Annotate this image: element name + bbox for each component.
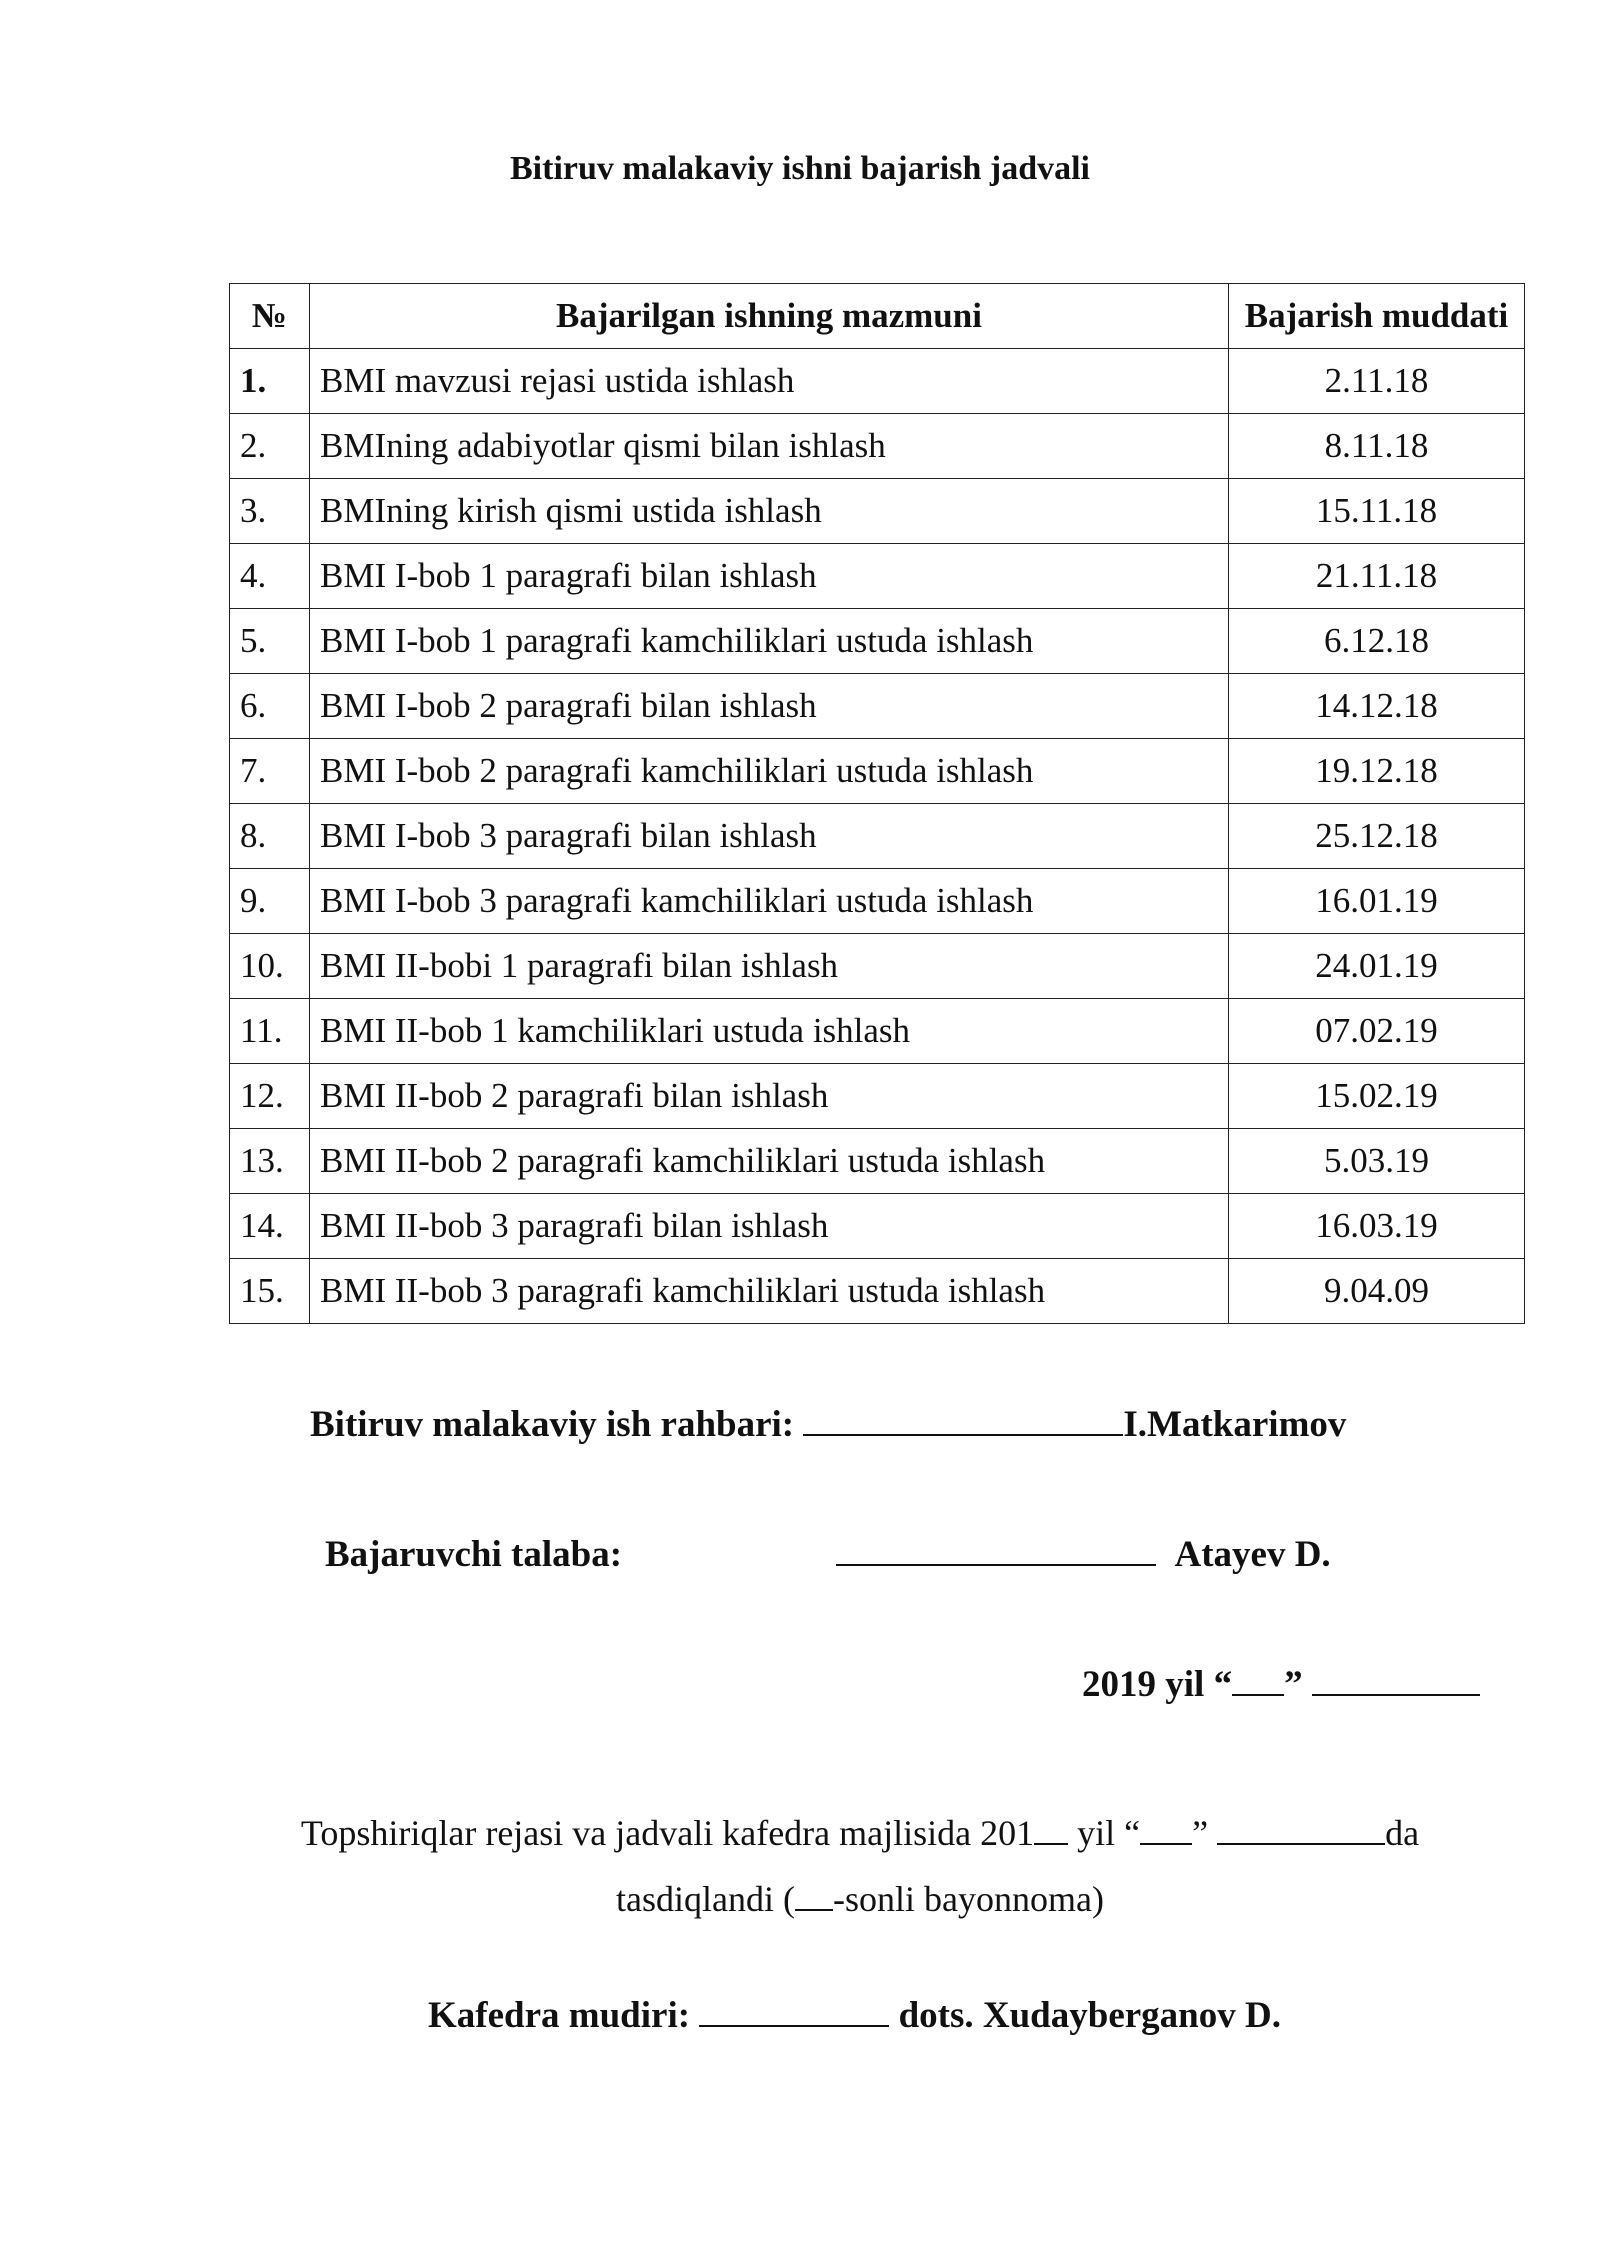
row-deadline: 21.11.18 (1229, 544, 1525, 609)
table-row (230, 934, 1525, 999)
row-number: 6. (230, 674, 310, 739)
row-task: BMIning adabiyotlar qismi bilan ishlash (310, 414, 1229, 479)
row-deadline: 8.11.18 (1229, 414, 1525, 479)
row-deadline: 14.12.18 (1229, 674, 1525, 739)
table-row (230, 609, 1525, 674)
head-label: Kafedra mudiri: (428, 1995, 691, 2036)
schedule-table (229, 283, 1525, 1324)
date-line (1082, 1663, 1480, 1706)
header-deadline: Bajarish muddati (1229, 284, 1525, 349)
row-deadline: 15.11.18 (1229, 479, 1525, 544)
row-number: 1. (230, 349, 310, 414)
row-deadline: 9.04.09 (1229, 1259, 1525, 1324)
table-row (230, 739, 1525, 804)
date-close-quote: ” (1284, 1664, 1303, 1705)
student-label: Bajaruvchi talaba: (325, 1534, 623, 1575)
row-number: 4. (230, 544, 310, 609)
page-title: Bitiruv malakaviy ishni bajarish jadvali (510, 150, 1090, 187)
supervisor-label: Bitiruv malakaviy ish rahbari: (310, 1404, 795, 1445)
row-deadline: 24.01.19 (1229, 934, 1525, 999)
approval-text-f: -sonli bayonnoma) (833, 1879, 1104, 1919)
year-blank (1034, 1813, 1068, 1845)
row-deadline: 15.02.19 (1229, 1064, 1525, 1129)
day-blank (1232, 1664, 1284, 1696)
row-number: 13. (230, 1129, 310, 1194)
row-task: BMI II-bob 2 paragrafi bilan ishlash (310, 1064, 1229, 1129)
row-deadline: 6.12.18 (1229, 609, 1525, 674)
row-deadline: 07.02.19 (1229, 999, 1525, 1064)
table-header-row (230, 284, 1525, 349)
row-number: 15. (230, 1259, 310, 1324)
row-number: 10. (230, 934, 310, 999)
row-number: 5. (230, 609, 310, 674)
approval-line-1 (0, 1800, 1600, 1866)
student-signature-blank (836, 1534, 1156, 1566)
row-number: 7. (230, 739, 310, 804)
row-number: 14. (230, 1194, 310, 1259)
row-deadline: 19.12.18 (1229, 739, 1525, 804)
row-deadline: 2.11.18 (1229, 349, 1525, 414)
row-number: 3. (230, 479, 310, 544)
row-task: BMI II-bob 3 paragrafi kamchiliklari ustuda ishlash (310, 1259, 1229, 1324)
table-row (230, 544, 1525, 609)
row-task: BMI I-bob 1 paragrafi kamchiliklari ustuda ishlash (310, 609, 1229, 674)
approval-text-d: da (1385, 1813, 1420, 1853)
head-name: dots. Xudayberganov D. (898, 1995, 1281, 2036)
head-signature-blank (699, 1995, 889, 2027)
approval-text (0, 1800, 1600, 1932)
row-task: BMI I-bob 3 paragrafi bilan ishlash (310, 804, 1229, 869)
approval-text-e: tasdiqlandi ( (616, 1879, 795, 1919)
table-row (230, 804, 1525, 869)
month-blank (1312, 1664, 1480, 1696)
row-task: BMI II-bob 3 paragrafi bilan ishlash (310, 1194, 1229, 1259)
table-row (230, 1129, 1525, 1194)
row-number: 8. (230, 804, 310, 869)
approval-day-blank (1140, 1813, 1192, 1845)
date-year: 2019 yil (1082, 1664, 1205, 1705)
table-row (230, 479, 1525, 544)
protocol-number-blank (795, 1879, 833, 1911)
approval-text-b: yil “ (1068, 1813, 1141, 1853)
table-row (230, 999, 1525, 1064)
row-number: 12. (230, 1064, 310, 1129)
row-task: BMI I-bob 1 paragrafi bilan ishlash (310, 544, 1229, 609)
row-deadline: 25.12.18 (1229, 804, 1525, 869)
supervisor-signature-blank (803, 1404, 1123, 1436)
row-number: 11. (230, 999, 310, 1064)
table-row (230, 1194, 1525, 1259)
row-deadline: 16.01.19 (1229, 869, 1525, 934)
table-row (230, 349, 1525, 414)
approval-text-a: Topshiriqlar rejasi va jadvali kafedra majlisida 201 (300, 1813, 1035, 1853)
row-task: BMI II-bobi 1 paragrafi bilan ishlash (310, 934, 1229, 999)
row-task: BMI I-bob 2 paragrafi bilan ishlash (310, 674, 1229, 739)
approval-line-2 (0, 1866, 1600, 1932)
supervisor-line (310, 1403, 1346, 1446)
header-number: № (230, 284, 310, 349)
row-task: BMI I-bob 2 paragrafi kamchiliklari ustuda ishlash (310, 739, 1229, 804)
table-row (230, 869, 1525, 934)
row-number: 2. (230, 414, 310, 479)
supervisor-name: I.Matkarimov (1123, 1404, 1347, 1445)
student-signature-line (836, 1533, 1331, 1576)
row-task: BMI I-bob 3 paragrafi kamchiliklari ustuda ishlash (310, 869, 1229, 934)
row-task: BMI II-bob 1 kamchiliklari ustuda ishlash (310, 999, 1229, 1064)
row-task: BMI mavzusi rejasi ustida ishlash (310, 349, 1229, 414)
date-open-quote: “ (1213, 1664, 1233, 1705)
row-task: BMIning kirish qismi ustida ishlash (310, 479, 1229, 544)
row-task: BMI II-bob 2 paragrafi kamchiliklari ustuda ishlash (310, 1129, 1229, 1194)
student-name: Atayev D. (1174, 1534, 1331, 1575)
row-deadline: 16.03.19 (1229, 1194, 1525, 1259)
row-number: 9. (230, 869, 310, 934)
approval-text-c: ” (1192, 1813, 1218, 1853)
header-task: Bajarilgan ishning mazmuni (310, 284, 1229, 349)
table-row (230, 674, 1525, 739)
row-deadline: 5.03.19 (1229, 1129, 1525, 1194)
head-of-department-line (428, 1994, 1281, 2037)
table-row (230, 1259, 1525, 1324)
approval-month-blank (1217, 1813, 1385, 1845)
table-row (230, 414, 1525, 479)
table-row (230, 1064, 1525, 1129)
